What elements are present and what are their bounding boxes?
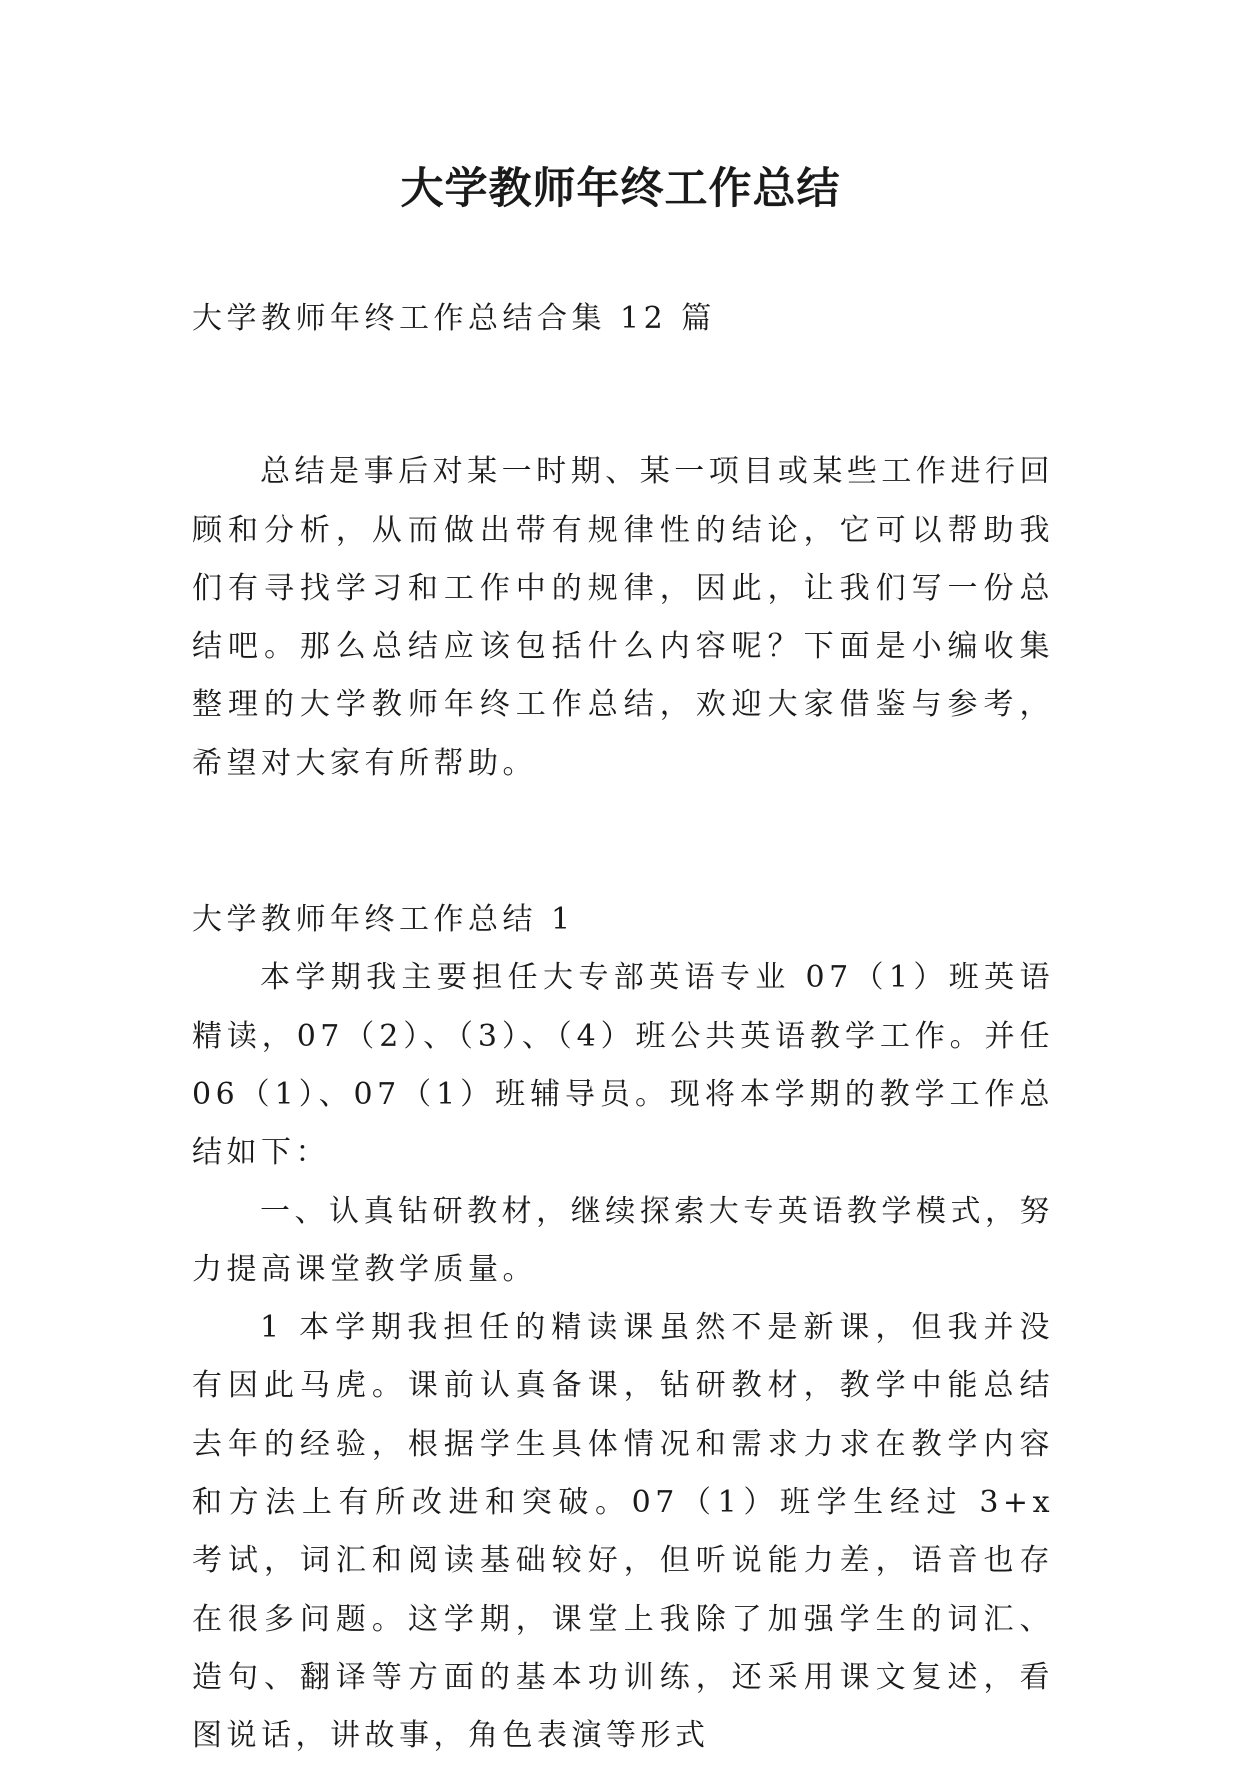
- document-subtitle: 大学教师年终工作总结合集 12 篇: [192, 301, 716, 336]
- document-body: [192, 290, 1054, 1766]
- body-paragraph: 本学期我主要担任大专部英语专业 07（1）班英语精读，07（2）、（3）、（4）班公共英语教学工作。并任 06（1）、07（1）班辅导员。现将本学期的教学工作总结如下：: [192, 960, 1054, 1171]
- document-title: 大学教师年终工作总结: [400, 164, 841, 214]
- body-paragraph: 1 本学期我担任的精读课虽然不是新课，但我并没有因此马虎。课前认真备课，钻研教材，教学中能总结去年的经验，根据学生具体情况和需求力求在教学内容和方法上有所改进和突破。07（1）班学生经过 3+x 考试，词汇和阅读基础较好，但听说能力差，语音也存在很多问题。这学期，课堂上我除了加强学生的词汇、造句、翻译等方面的基本功训练，还采用课文复述，看图说话，讲故事，角色表演等形式: [192, 1310, 1054, 1754]
- body-paragraph: 一、认真钻研教材，继续探索大专英语教学模式，努力提高课堂教学质量。: [192, 1193, 1054, 1287]
- spacer: [192, 793, 1054, 891]
- intro-paragraph: 总结是事后对某一时期、某一项目或某些工作进行回顾和分析，从而做出带有规律性的结论，它可以帮助我们有寻找学习和工作中的规律，因此，让我们写一份总结吧。那么总结应该包括什么内容呢？下面是小编收集整理的大学教师年终工作总结，欢迎大家借鉴与参考，希望对大家有所帮助。: [192, 454, 1054, 781]
- section-heading: 大学教师年终工作总结 1: [192, 902, 575, 938]
- spacer: [192, 348, 1054, 443]
